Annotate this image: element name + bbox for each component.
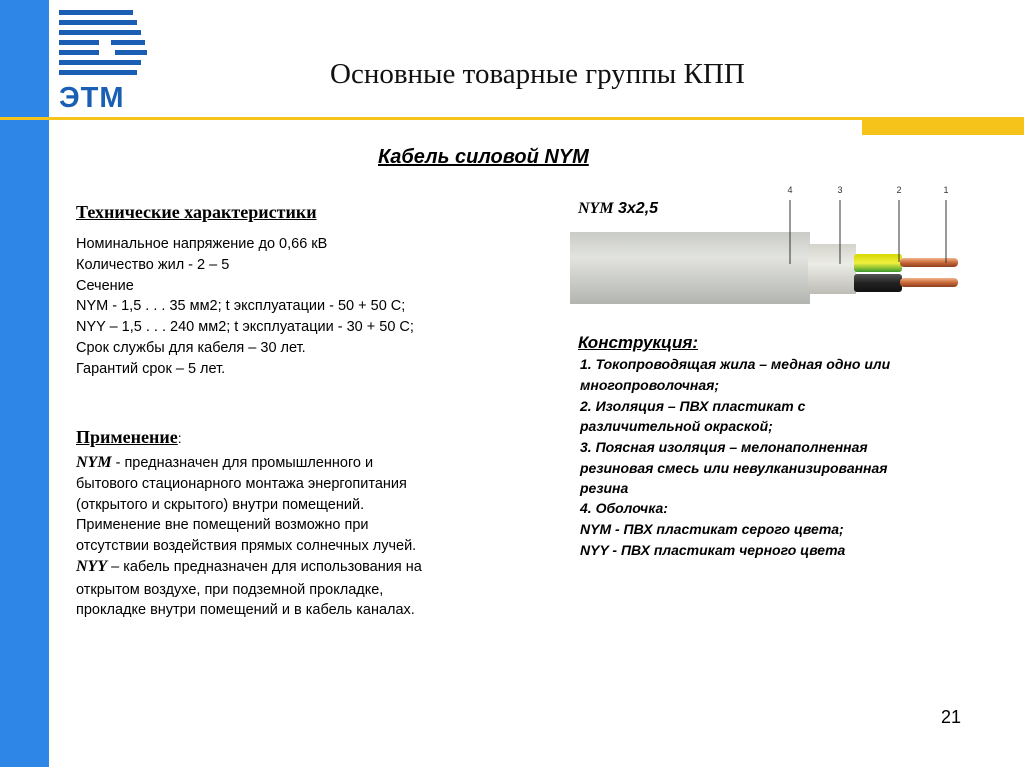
callout-marker-2: 2 [896,185,902,195]
copper-conductor [900,278,958,287]
construction-line: 2. Изоляция – ПВХ пластикат с [580,398,806,414]
construction-line: резина [580,480,629,496]
callout-marker-1: 1 [943,185,949,195]
cable-label-dims: 3х2,5 [613,200,659,217]
left-accent-bar [0,0,49,767]
application-line: отсутствии воздействия прямых солнечных лучей. [76,538,417,554]
bedding-layer [808,244,856,294]
construction-line: различительной окраской; [580,418,773,434]
nym-text: - предназначен для промышленного и [111,455,374,471]
application-heading-colon: : [177,430,182,446]
application-line: Применение вне помещений возможно при [76,517,369,533]
construction-line: 4. Оболочка: [580,500,668,516]
application-line: (открытого и скрытого) внутри помещений. [76,497,365,513]
application-heading: Применение [76,427,178,447]
application-line: открытом воздухе, при подземной прокладке, [76,582,384,598]
nyy-label: NYY [76,558,108,575]
application-nyy-line [76,558,422,576]
black-insulation [854,274,902,292]
copper-conductor [900,258,958,267]
yellow-green-insulation [854,254,902,272]
spec-line: NYY – 1,5 . . . 240 мм2; t эксплуатации - 30 + 50 С; [76,319,414,335]
nyy-text: – кабель предназначен для использования на [107,559,422,575]
construction-line: многопроволочная; [580,377,720,393]
page-number: 21 [941,707,962,727]
outer-sheath [570,232,810,304]
specs-heading: Технические характеристики [76,202,317,222]
construction-line: NYY - ПВХ пластикат черного цвета [580,542,846,558]
construction-line: 1. Токопроводящая жила – медная одно или [580,356,891,372]
nym-label: NYM [76,454,112,471]
spec-line: Номинальное напряжение до 0,66 кВ [76,236,328,252]
callout-marker-3: 3 [837,185,843,195]
construction-line: NYM - ПВХ пластикат серого цвета; [580,521,844,537]
construction-heading: Конструкция: [578,333,699,352]
cable-label-type: NYM [578,200,614,217]
cable-illustration [570,178,970,308]
spec-line: Сечение [76,278,134,294]
application-heading-row [76,427,182,448]
spec-line: NYM - 1,5 . . . 35 мм2; t эксплуатации - 50 + 50 С; [76,298,406,314]
header-divider-accent [862,117,1024,135]
construction-line: 3. Поясная изоляция – мелонаполненная [580,439,868,455]
logo-text: ЭТМ [59,82,125,114]
application-nym-line [76,454,373,472]
application-line: бытового стационарного монтажа энергопитания [76,476,407,492]
spec-line: Количество жил - 2 – 5 [76,257,230,273]
spec-line: Срок службы для кабеля – 30 лет. [76,340,306,356]
page-title: Основные товарные группы КПП [330,58,745,90]
construction-line: резиновая смесь или невулканизированная [580,460,888,476]
callout-marker-4: 4 [787,185,793,195]
application-line: прокладке внутри помещений и в кабель каналах. [76,602,415,618]
spec-line: Гарантий срок – 5 лет. [76,361,226,377]
slide-subtitle: Кабель силовой NYM [378,146,589,168]
